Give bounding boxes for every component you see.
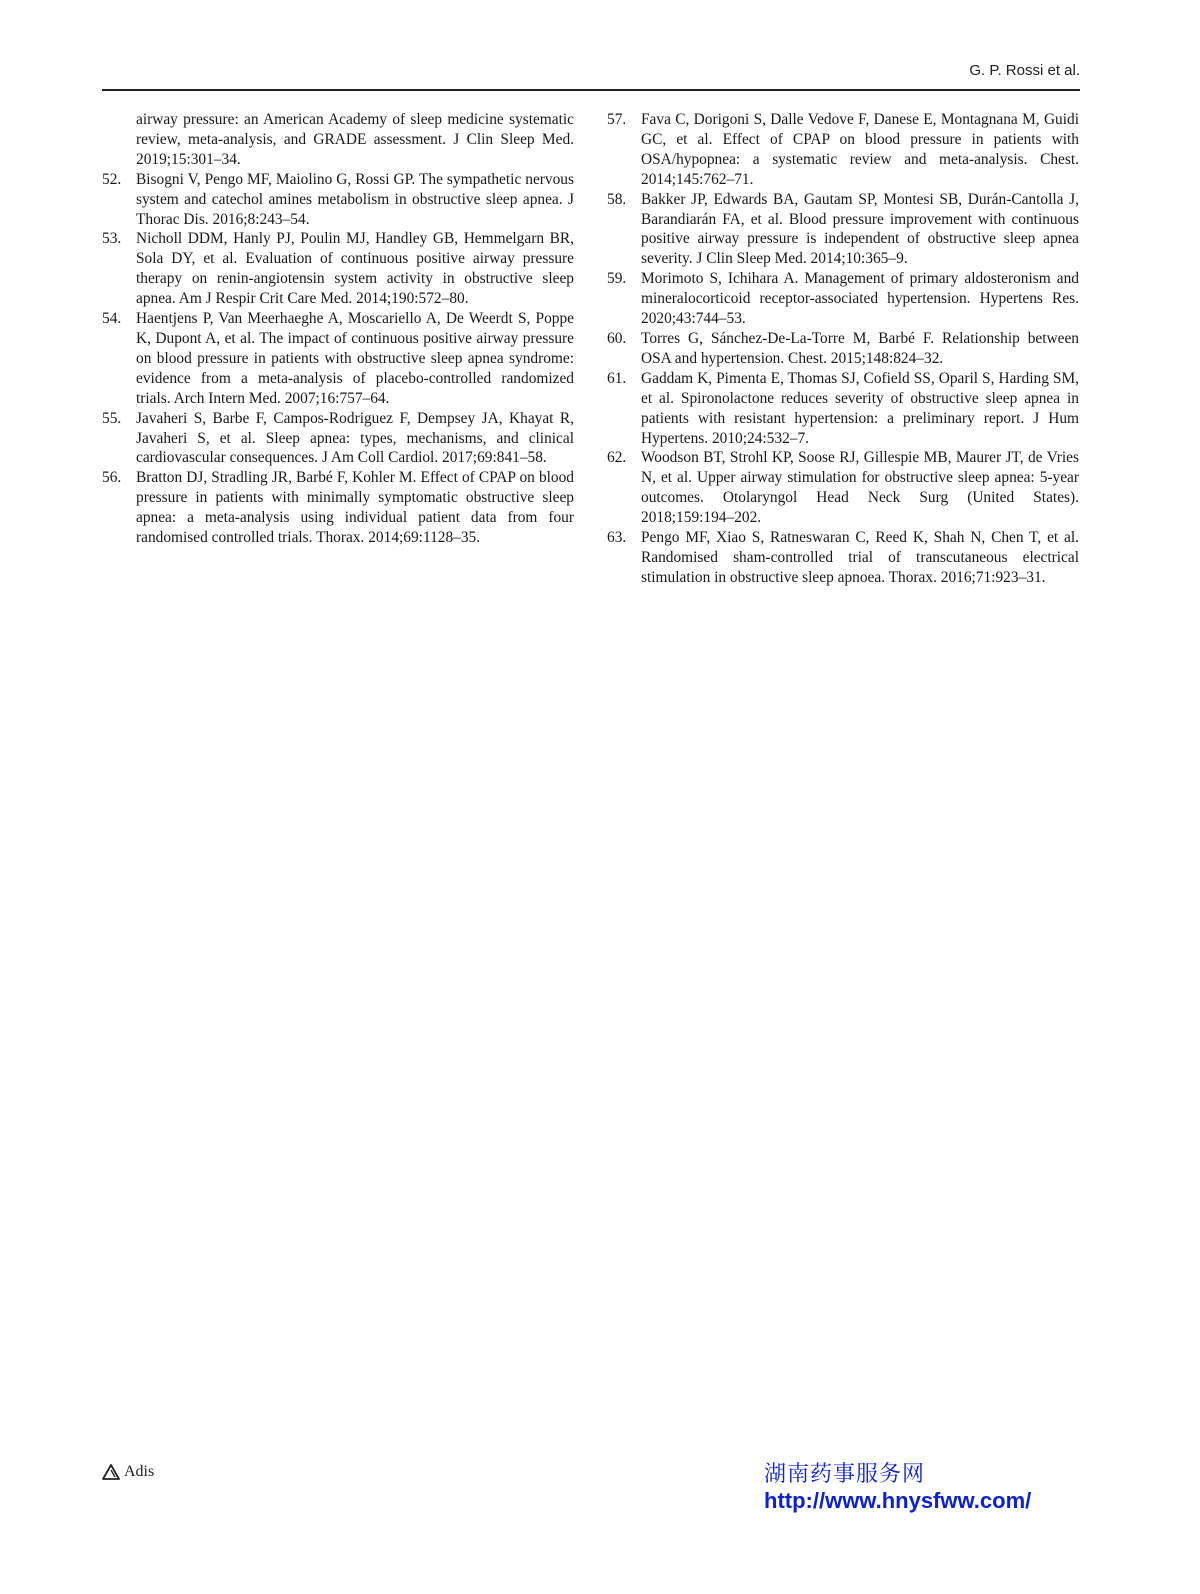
reference-item <box>102 229 574 309</box>
reference-text: Bratton DJ, Stradling JR, Barbé F, Kohler M. Effect of CPAP on blood pressure in patients with minimally symptomatic obstructive sleep apnea: a meta-analysis using individual patient data from four randomised controlled trials. Thorax. 2014;69:1128–35. <box>136 469 574 547</box>
reference-text: Gaddam K, Pimenta E, Thomas SJ, Cofield SS, Oparil S, Harding SM, et al. Spironolactone reduces severity of obstructive sleep apnea in patients with resistant hypertension: a preliminary report. J Hum Hypertens. 2010;24:532–7. <box>641 369 1079 447</box>
reference-number: 55. <box>102 409 122 427</box>
publisher-name: Adis <box>124 1463 155 1480</box>
reference-number: 52. <box>102 170 122 188</box>
reference-item <box>102 309 574 409</box>
reference-number: 58. <box>607 190 627 208</box>
reference-item <box>607 329 1079 369</box>
watermark-url[interactable]: http://www.hnysfww.com/ <box>764 1488 1032 1513</box>
reference-number: 61. <box>607 369 627 387</box>
reference-item <box>607 528 1079 588</box>
header-author: G. P. Rossi et al. <box>969 62 1080 79</box>
reference-text: airway pressure: an American Academy of sleep medicine systematic review, meta-analysis, and GRADE assessment. J Clin Sleep Med. 2019;15:301–34. <box>136 111 574 168</box>
reference-text: Javaheri S, Barbe F, Campos-Rodriguez F, Dempsey JA, Khayat R, Javaheri S, et al. Sleep apnea: types, mechanisms, and clinical cardiovascular consequences. J Am Coll Cardiol. 2017;69:841–58. <box>136 409 574 467</box>
reference-number <box>102 110 136 170</box>
reference-item <box>607 369 1079 449</box>
reference-text: Fava C, Dorigoni S, Dalle Vedove F, Danese E, Montagnana M, Guidi GC, et al. Effect of CPAP on blood pressure in patients with OSA/hypopnea: a systematic review and meta-analysis. Chest. 2014;145:762–71. <box>641 111 1079 188</box>
reference-number: 53. <box>102 230 122 248</box>
reference-number: 60. <box>607 329 627 347</box>
references-column-right <box>607 110 1079 588</box>
reference-item <box>102 110 574 170</box>
reference-text: Bakker JP, Edwards BA, Gautam SP, Montesi SB, Durán-Cantolla J, Barandiarán FA, et al. Blood pressure improvement with continuous positive airway pressure is independent of obstructive sleep apnea severity. J Clin Sleep Med. 2014;10:365–9. <box>641 190 1079 268</box>
watermark <box>764 1462 1031 1514</box>
reference-item <box>607 269 1079 329</box>
reference-item <box>607 110 1079 190</box>
reference-item <box>607 448 1079 528</box>
references-column-left <box>102 110 574 548</box>
reference-text: Woodson BT, Strohl KP, Soose RJ, Gillespie MB, Maurer JT, de Vries N, et al. Upper airway stimulation for obstructive sleep apnea: 5-year outcomes. Otolaryngol Head Neck Surg (United States). 2018;159:194–202. <box>641 449 1079 527</box>
reference-text: Haentjens P, Van Meerhaeghe A, Moscariello A, De Weerdt S, Poppe K, Dupont A, et al. The impact of continuous positive airway pressure on blood pressure in patients with obstructive sleep apnea syndrome: evidence from a meta-analysis of placebo-controlled randomized trials. Arch Intern Med. 2007;16:757–64. <box>136 310 574 407</box>
reference-item <box>102 170 574 230</box>
header-rule <box>102 89 1080 91</box>
reference-text: Torres G, Sánchez-De-La-Torre M, Barbé F. Relationship between OSA and hypertension. Chest. 2015;148:824–32. <box>641 329 1079 367</box>
reference-item <box>607 190 1079 270</box>
reference-item <box>102 409 574 469</box>
reference-text: Nicholl DDM, Hanly PJ, Poulin MJ, Handley GB, Hemmelgarn BR, Sola DY, et al. Evaluation of continuous positive airway pressure therapy on renin-angiotensin system activity in obstructive sleep apnea. Am J Respir Crit Care Med. 2014;190:572–80. <box>136 230 574 308</box>
watermark-chinese: 湖南药事服务网 <box>764 1462 926 1487</box>
reference-number: 54. <box>102 310 122 328</box>
reference-number: 62. <box>607 449 627 467</box>
reference-item <box>102 468 574 548</box>
reference-text: Pengo MF, Xiao S, Ratneswaran C, Reed K, Shah N, Chen T, et al. Randomised sham-controlled trial of transcutaneous electrical stimulation in obstructive sleep apnoea. Thorax. 2016;71:923–31. <box>641 529 1079 586</box>
reference-text: Morimoto S, Ichihara A. Management of primary aldosteronism and mineralocorticoid receptor-associated hypertension. Hypertens Res. 2020;43:744–53. <box>641 270 1079 328</box>
reference-text: Bisogni V, Pengo MF, Maiolino G, Rossi GP. The sympathetic nervous system and catechol amines metabolism in obstructive sleep apnea. J Thorac Dis. 2016;8:243–54. <box>136 170 574 228</box>
reference-number: 63. <box>607 529 627 547</box>
reference-number: 59. <box>607 270 627 288</box>
reference-number: 56. <box>102 469 122 487</box>
reference-number: 57. <box>607 111 627 128</box>
publisher-logo <box>102 1463 154 1481</box>
adis-triangle-icon <box>102 1464 120 1480</box>
